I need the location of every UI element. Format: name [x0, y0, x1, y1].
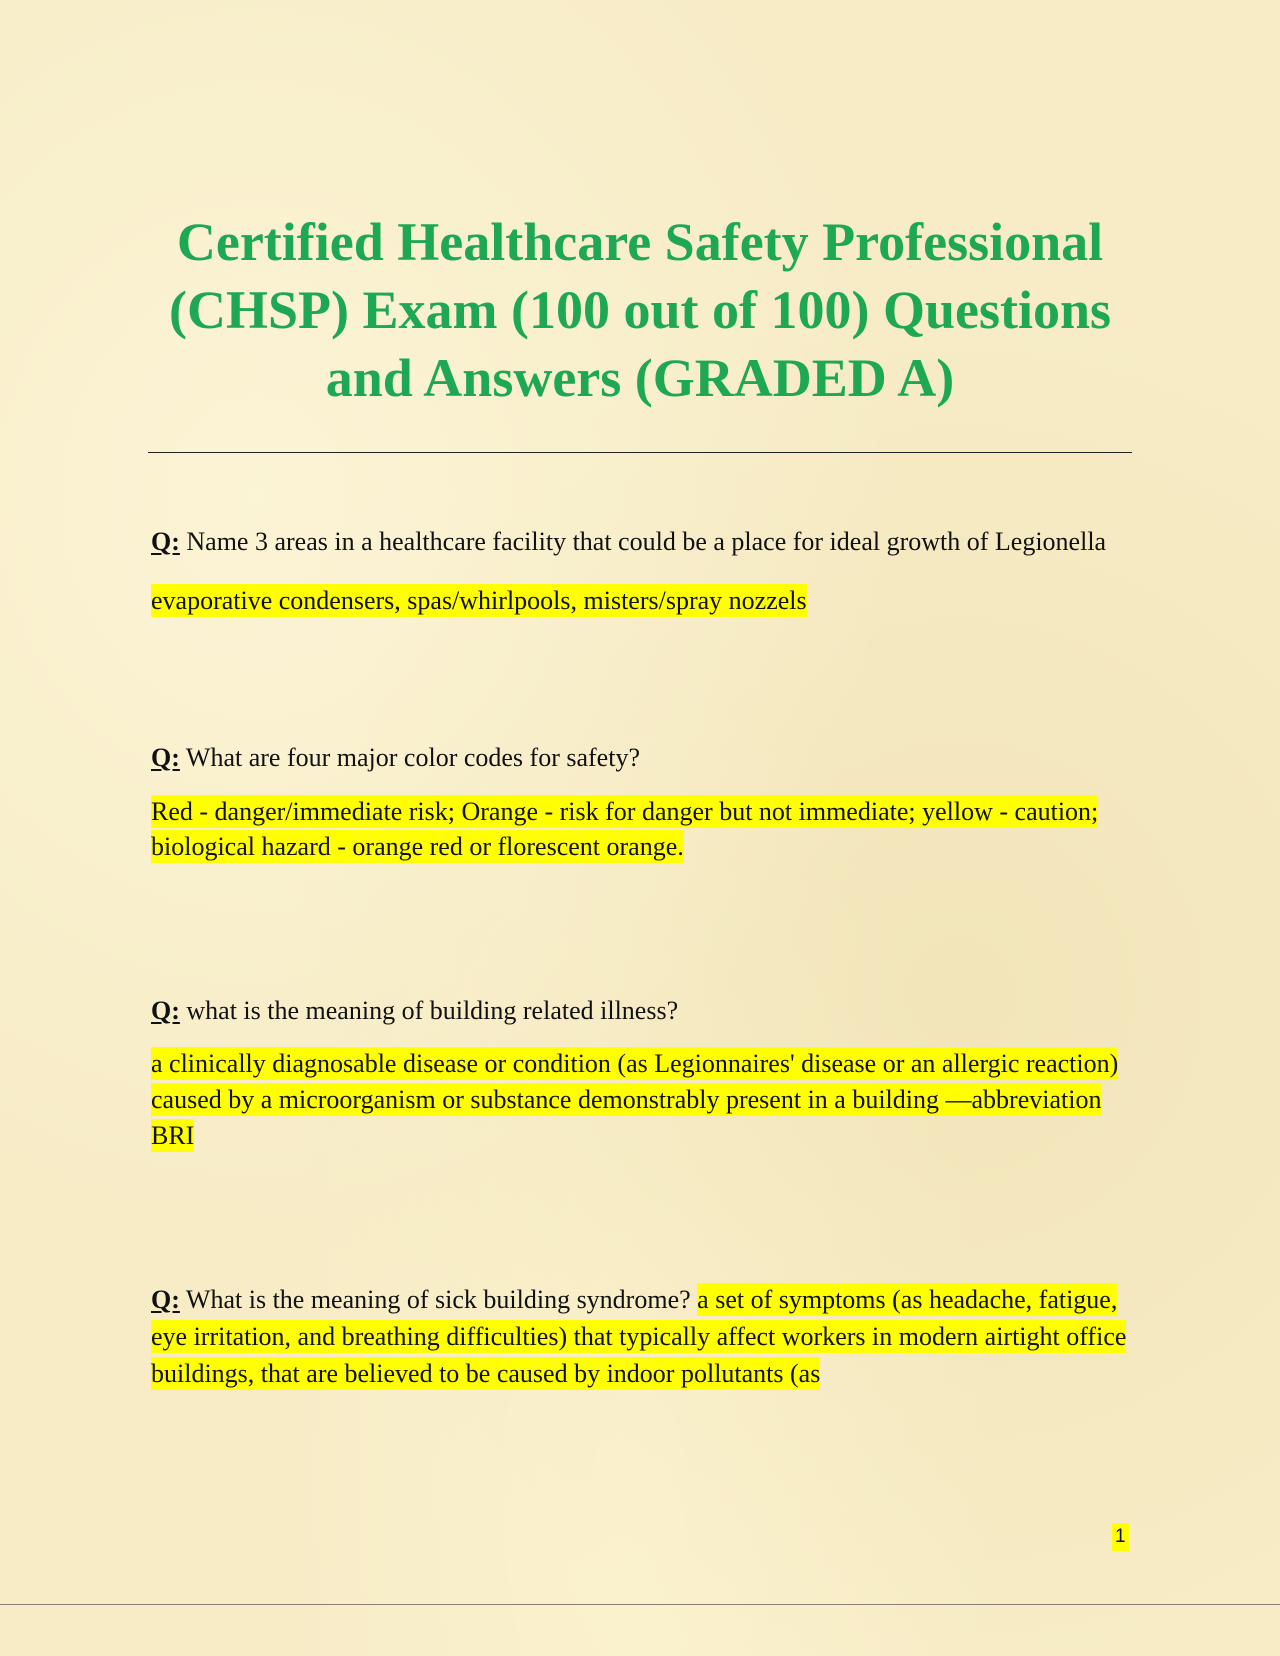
answer-text: a clinically diagnosable disease or condition (as Legionnaires' disease or an allergic reaction) caused by a microorganism or substance demonstrably present in a building —abbreviation BRI [151, 1049, 1119, 1150]
question-label: Q: [151, 743, 180, 772]
question-text: What is the meaning of sick building syndrome? [179, 1285, 698, 1314]
question-line [151, 740, 1131, 775]
question-line [151, 993, 1131, 1029]
qa-item-1 [151, 512, 1131, 630]
question-text: what is the meaning of building related illness? [179, 996, 679, 1025]
question-text: What are four major color codes for safety? [179, 743, 640, 772]
answer-text: evaporative condensers, spas/whirlpools, misters/spray nozzels [151, 586, 807, 615]
qa-item-2 [151, 740, 1131, 864]
question-label: Q: [151, 996, 180, 1025]
question-label: Q: [151, 527, 180, 556]
page-number: 1 [1112, 1523, 1129, 1551]
qa-item-4 [151, 1281, 1131, 1392]
answer-line [151, 794, 1131, 864]
answer-line [151, 1046, 1131, 1154]
title-divider [148, 452, 1132, 453]
qa-item-3 [151, 993, 1131, 1154]
footer-divider [0, 1604, 1280, 1605]
question-label: Q: [151, 1285, 180, 1314]
question-text: Name 3 areas in a healthcare facility that could be a place for ideal growth of Legionella [179, 527, 1107, 556]
answer-text: a set of symptoms (as headache, fatigue, eye irritation, and breathing difficulties) that typically affect workers in modern airtight office buildings, that are believed to be caused by indoor pollutants (as [151, 1285, 1127, 1388]
document-title: Certified Healthcare Safety Professional (CHSP) Exam (100 out of 100) Questions and Answers (GRADED A) [169, 212, 1111, 408]
answer-text: Red - danger/immediate risk; Orange - risk for danger but not immediate; yellow - caution; biological hazard - orange red or florescent orange. [151, 797, 1099, 861]
